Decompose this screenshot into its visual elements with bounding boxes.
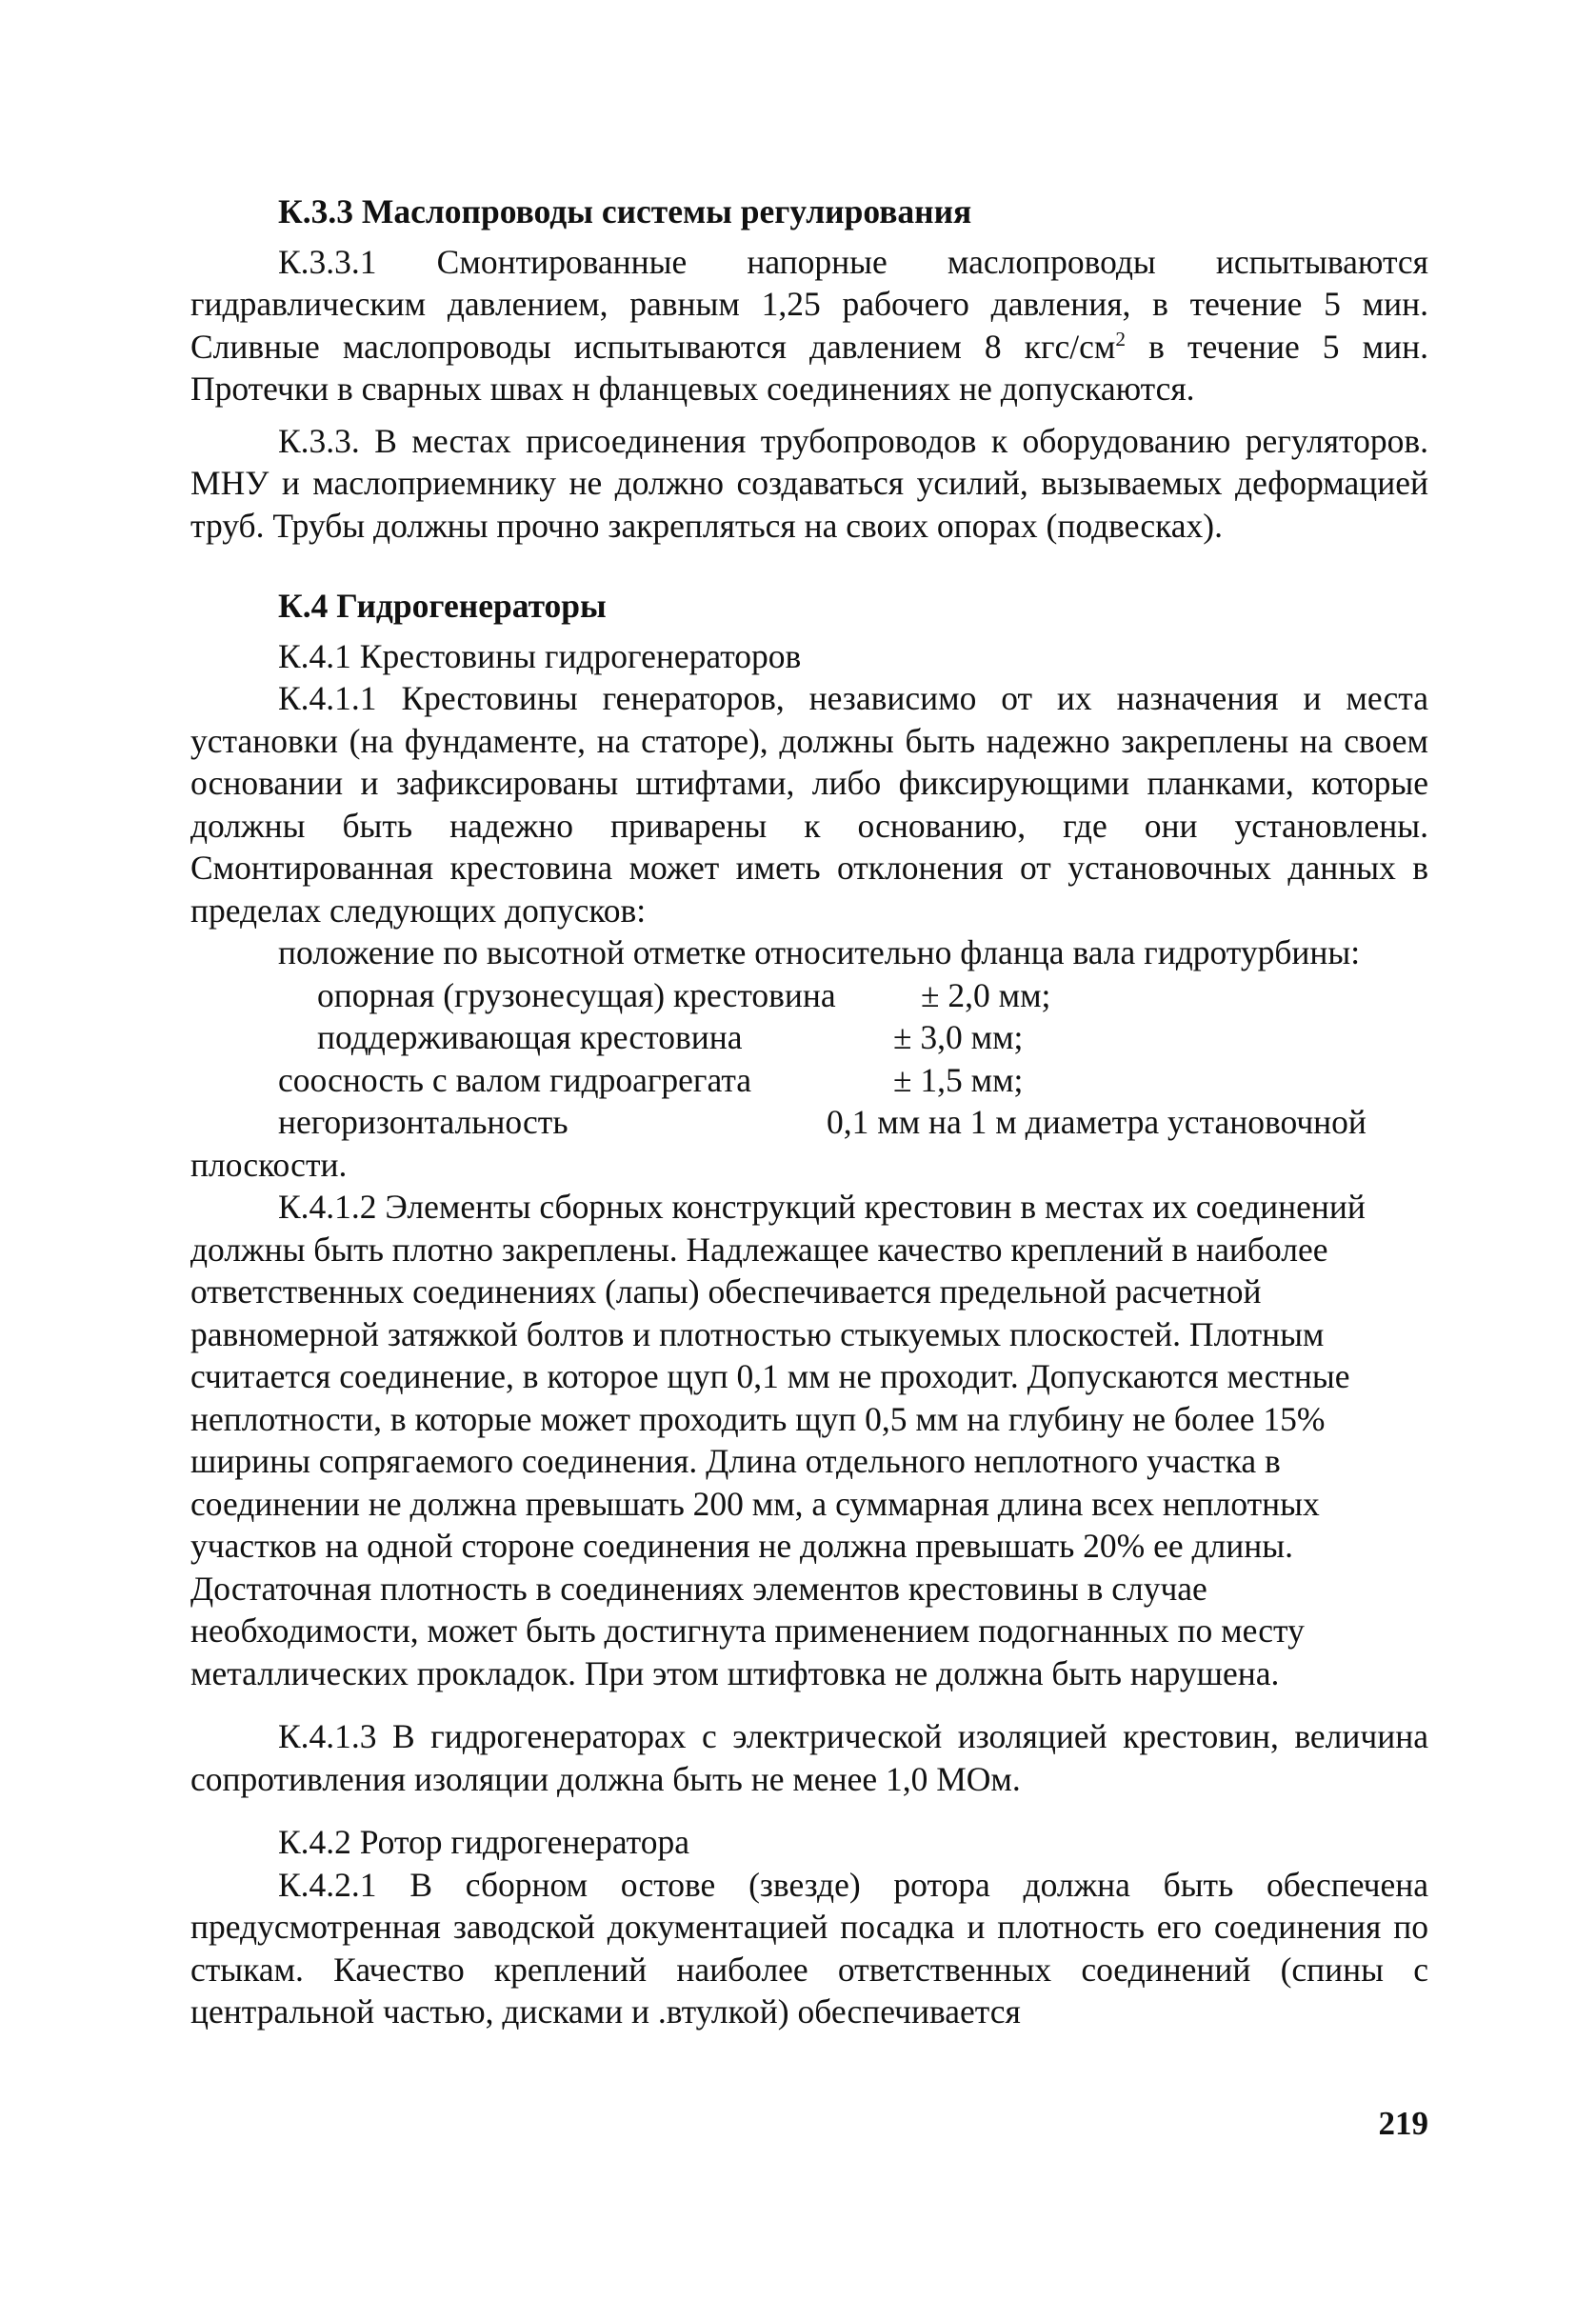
tolerance-value: ± 2,0 мм; [921,975,1051,1014]
paragraph-k331-text-a: К.3.3.1 Смонтированные напорные маслопроводы испытываются гидравлическим давлением, равным 1,25 рабочего давления, в течение 5 мин. Сливные маслопроводы испытываются давлением 8 кгс/см [190,242,1428,366]
tolerance-row [190,974,1428,1017]
page-number: 219 [1378,2105,1428,2142]
tolerance-tail: плоскости. [190,1145,348,1184]
paragraph-k421: К.4.2.1 В сборном остове (звезде) ротора должна быть обеспечена предусмотренная заводской документацией посадка и плотность его соединения по стыкам. Качество креплений наиболее ответственных соединений (спины с центральной частью, дисками и .втулкой) обеспечивается [190,1865,1428,2031]
superscript-2: 2 [1115,327,1127,350]
tolerance-list [190,974,1428,1144]
paragraph-k412: К.4.1.2 Элементы сборных конструкций крестовин в местах их соединений должны быть плотно закреплены. Надлежащее качество креплений в наиболее ответственных соединениях (лапы) обеспечивается предельной расчетной равномерной затяжкой болтов и плотностью стыкуемых плоскостей. Плотным считается соединение, в которое щуп 0,1 мм не проходит. Допускаются местные неплотности, в которые может проходить щуп 0,5 мм на глубину не более 15% ширины сопрягаемого соединения. Длина отдельного неплотного участка в соединении не должна превышать 200 мм, а суммарная длина всех неплотных участков на одной стороне соединения не должна превышать 20% ее длины. Достаточная плотность в соединениях элементов крестовины в случае необходимости, может быть достигнута применением подогнанных по месту металлических прокладок. При этом штифтовка не должна быть нарушена. [190,1188,1366,1692]
tolerance-row [190,1059,1428,1102]
paragraph-k413: К.4.1.3 В гидрогенераторах с электрической изоляцией крестовин, величина сопротивления изоляции должна быть не менее 1,0 МОм. [190,1717,1428,1798]
tolerance-value: 0,1 мм на 1 м диаметра установочной [827,1103,1367,1141]
section-heading-k4: К.4 Гидрогенераторы [278,587,607,625]
tolerance-row [190,1016,1428,1059]
paragraph-k411: К.4.1.1 Крестовины генераторов, независимо от их назначения и места установки (на фундаменте, на статоре), должны быть надежно закреплены на своем основании и зафиксированы штифтами, либо фиксирующими планками, которые должны быть надежно приварены к основанию, где они установлены. Смонтированная крестовина может иметь отклонения от установочных данных в пределах следующих допусков: [190,679,1428,930]
page-body [190,190,1428,2033]
subsection-title-k42: К.4.2 Ротор гидрогенератора [278,1823,689,1861]
paragraph-k33-pipes: К.3.3. В местах присоединения трубопроводов к оборудованию регуляторов. МНУ и маслоприемнику не должно создаваться усилий, вызываемых деформацией труб. Трубы должны прочно закрепляться на своих опорах (подвесках). [190,421,1428,545]
tolerance-value: ± 1,5 мм; [893,1060,1024,1099]
tolerance-label: негоризонтальность [278,1103,569,1141]
tolerance-label: соосность с валом гидроагрегата [278,1060,752,1099]
tolerance-label: поддерживающая крестовина [317,1018,743,1056]
tolerance-row [190,1101,1428,1144]
tolerance-value: ± 3,0 мм; [893,1018,1024,1056]
tolerance-intro: положение по высотной отметке относительно фланца вала гидротурбины: [278,933,1361,971]
section-heading-k33: К.3.3 Маслопроводы системы регулирования [278,192,972,230]
paragraph-k331-text-b: в течение 5 мин. Протечки в сварных швах н фланцевых соединениях не допускаются. [190,327,1428,408]
subsection-title-k41: К.4.1 Крестовины гидрогенераторов [278,636,802,675]
paragraph-k331 [190,241,1428,410]
tolerance-label: опорная (грузонесущая) крестовина [317,975,836,1014]
